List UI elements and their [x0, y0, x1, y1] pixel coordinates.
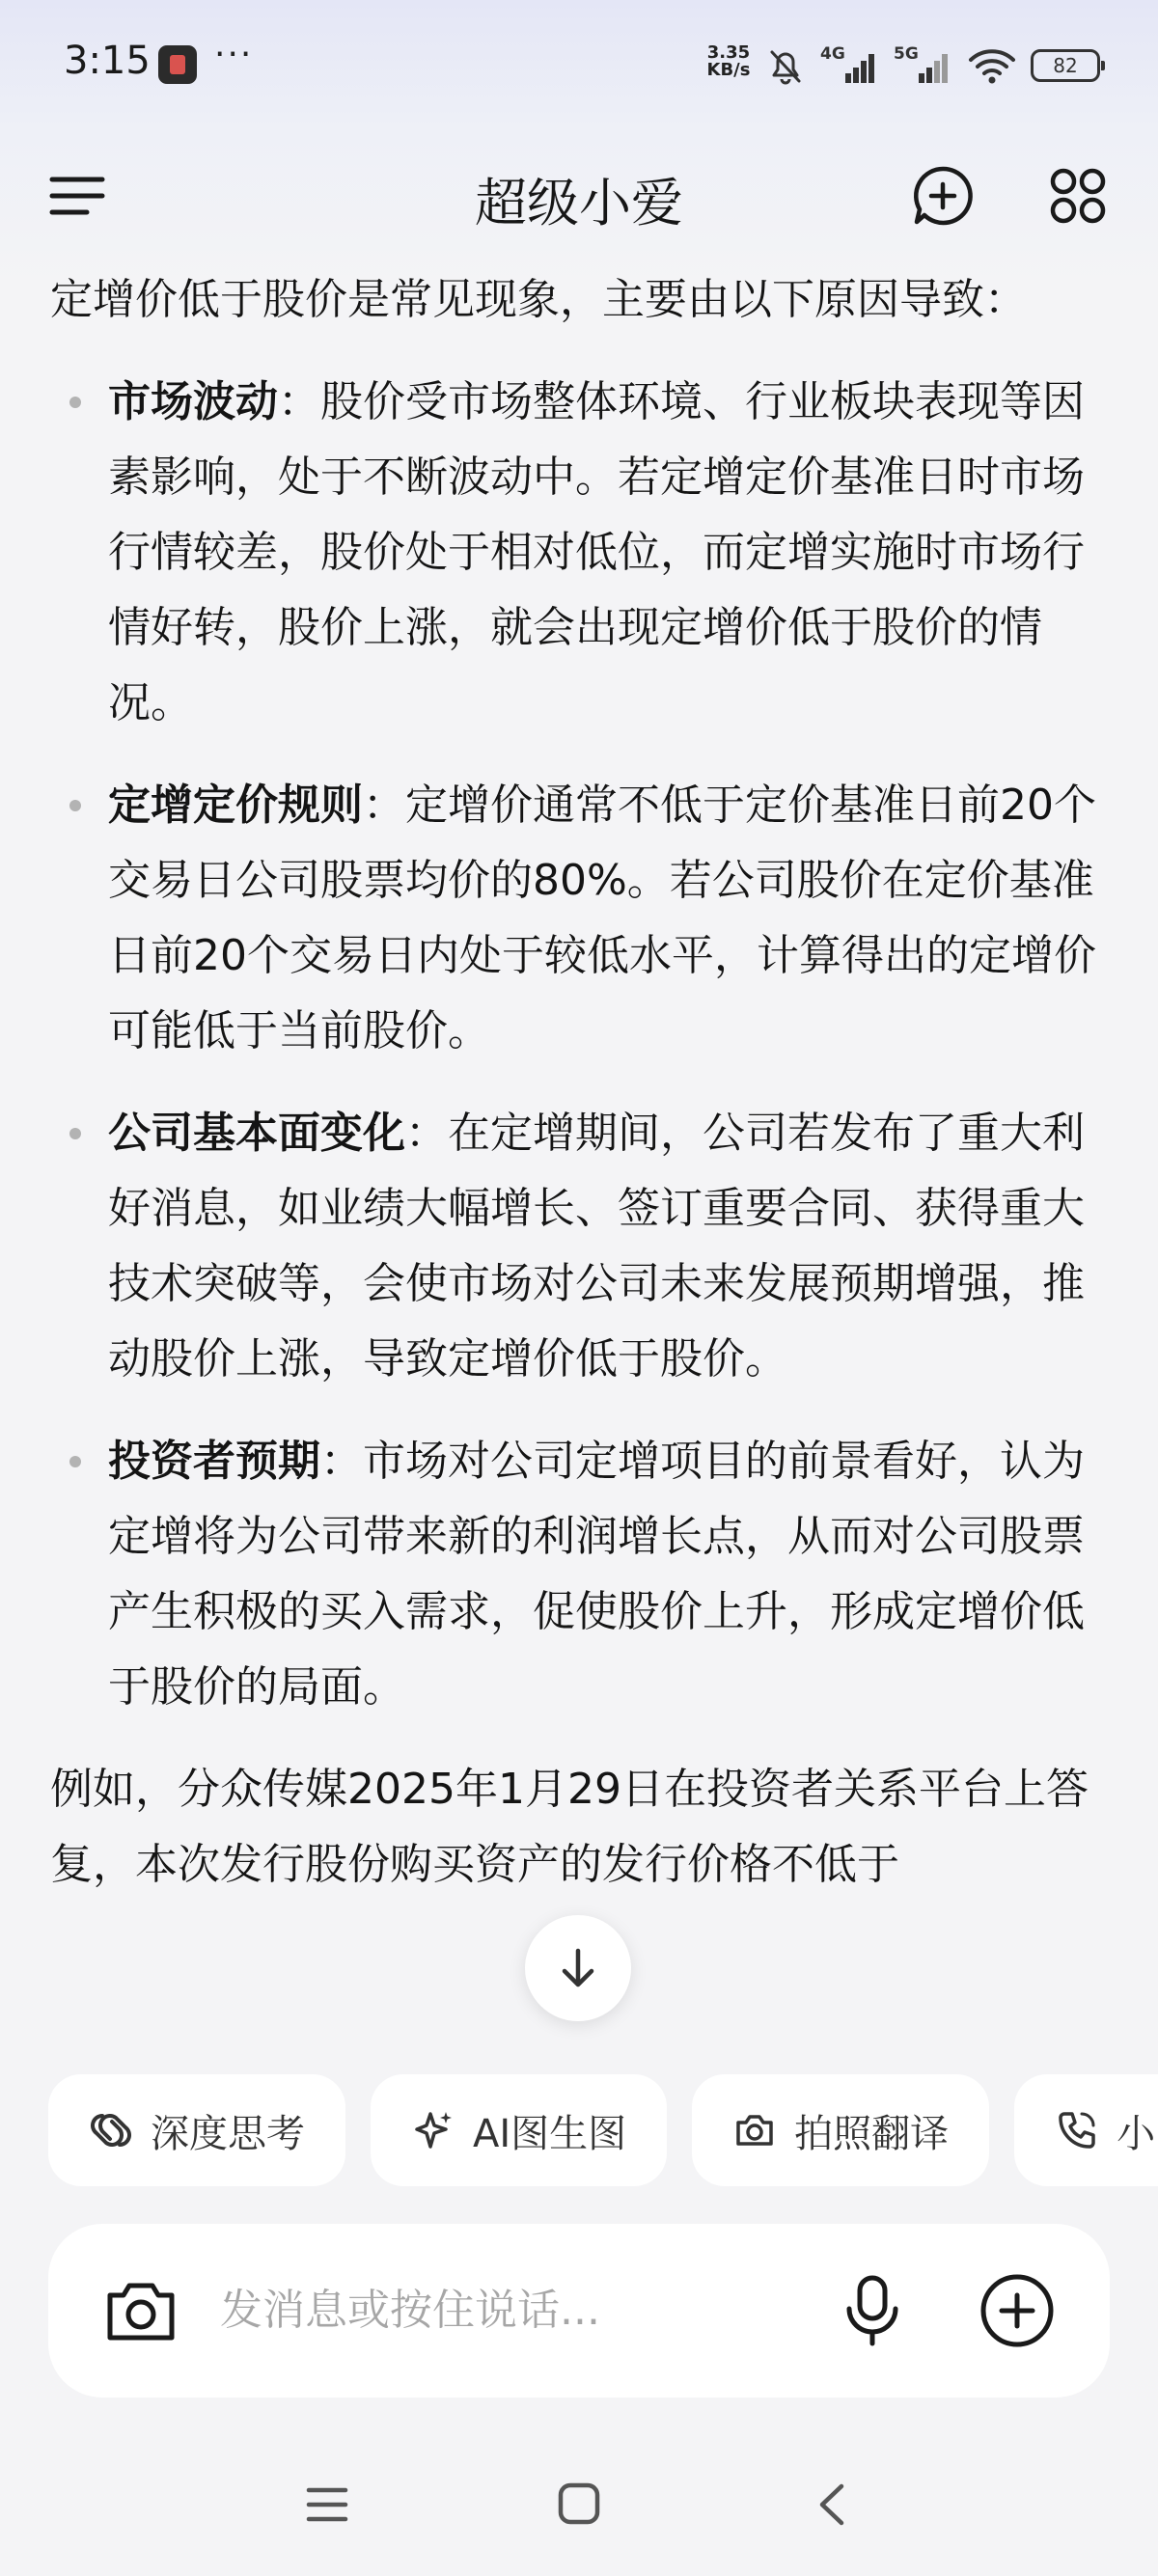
answer-example: 例如，分众传媒2025年1月29日在投资者关系平台上答复，本次发行股份购买资产的发行价格不低于: [50, 1765, 1089, 1889]
battery-icon: [1031, 49, 1100, 82]
apps-grid-icon[interactable]: [1046, 164, 1110, 228]
list-item: [0, 1424, 1158, 1725]
point-text: ：市场对公司定增项目的前景看好，认为定增将为公司带来新的利润增长点，从而对公司股票产生积极的买入需求，促使股价上升，形成定增价低于股价的局面。: [108, 1437, 1085, 1712]
signal-5g-label: 5G: [894, 44, 919, 64]
point-title: 投资者预期: [108, 1437, 320, 1486]
more-notifications-icon: ···: [214, 35, 254, 74]
status-bar: [0, 0, 1158, 131]
status-time: 3:15: [64, 39, 151, 83]
status-icons: [764, 39, 1100, 93]
point-title: 公司基本面变化: [108, 1109, 405, 1158]
app-header: [0, 145, 1158, 245]
phone-icon: [1055, 2108, 1099, 2152]
signal-5g-icon: [894, 44, 953, 87]
home-icon[interactable]: [556, 2480, 602, 2527]
deep-think-button[interactable]: [48, 2074, 345, 2186]
network-speed: [700, 44, 758, 79]
answer-intro: 定增价低于股价是常见现象，主要由以下原因导致：: [50, 275, 1027, 324]
call-button[interactable]: [1014, 2074, 1158, 2186]
message-input[interactable]: 发消息或按住说话...: [220, 2286, 600, 2335]
chip-label: 深度思考: [151, 2111, 305, 2156]
camera-icon: [732, 2108, 777, 2152]
list-item: [0, 768, 1158, 1069]
chip-label: 小: [1117, 2111, 1156, 2156]
network-speed-value: 3.35: [706, 42, 751, 63]
deep-think-icon: [89, 2108, 133, 2152]
list-item: [0, 365, 1158, 741]
signal-4g-label: 4G: [820, 44, 845, 64]
network-speed-unit: KB/s: [706, 60, 751, 80]
microphone-icon[interactable]: [841, 2274, 903, 2347]
wifi-icon: [967, 44, 1017, 87]
page-title: 超级小爱: [475, 173, 683, 233]
chip-label: 拍照翻译: [794, 2111, 950, 2156]
scroll-to-bottom-button[interactable]: [525, 1915, 631, 2021]
chip-label: AI图生图: [473, 2111, 627, 2156]
list-item: [0, 1096, 1158, 1397]
chat-message: [0, 260, 1158, 2041]
quick-actions-bar: [0, 2074, 1158, 2188]
add-circle-icon[interactable]: [979, 2272, 1056, 2349]
arrow-down-icon: [557, 1945, 599, 1991]
battery-level: 82: [1053, 54, 1078, 77]
answer-points-list: [0, 365, 1158, 1725]
menu-icon[interactable]: [48, 172, 106, 220]
new-chat-icon[interactable]: [911, 164, 975, 228]
photo-translate-button[interactable]: [692, 2074, 989, 2186]
notification-app-icon: [158, 45, 197, 84]
message-input-bar: [48, 2224, 1110, 2398]
point-text: ：定增价通常不低于定价基准日前20个交易日公司股票均价的80%。若公司股价在定价基准日前20个交易日内处于较低水平，计算得出的定增价可能低于当前股价。: [108, 781, 1096, 1055]
back-icon[interactable]: [811, 2480, 855, 2529]
sparkle-icon: [411, 2108, 455, 2152]
system-nav-bar: [0, 2446, 1158, 2562]
point-text: ：在定增期间，公司若发布了重大利好消息，如业绩大幅增长、签订重要合同、获得重大技术突破等，会使市场对公司未来发展预期增强，推动股价上涨，导致定增价低于股价。: [108, 1109, 1085, 1384]
mute-bell-icon: [764, 44, 807, 87]
point-title: 市场波动: [108, 377, 278, 426]
signal-4g-icon: [820, 44, 880, 87]
camera-icon[interactable]: [104, 2276, 178, 2345]
ai-image-button[interactable]: [371, 2074, 667, 2186]
point-text: ：股价受市场整体环境、行业板块表现等因素影响，处于不断波动中。若定增定价基准日时市场行情较差，股价处于相对低位，而定增实施时市场行情好转，股价上涨，就会出现定增价低于股价的情况。: [108, 377, 1085, 727]
recent-apps-icon[interactable]: [305, 2482, 349, 2527]
point-title: 定增定价规则: [108, 781, 363, 830]
